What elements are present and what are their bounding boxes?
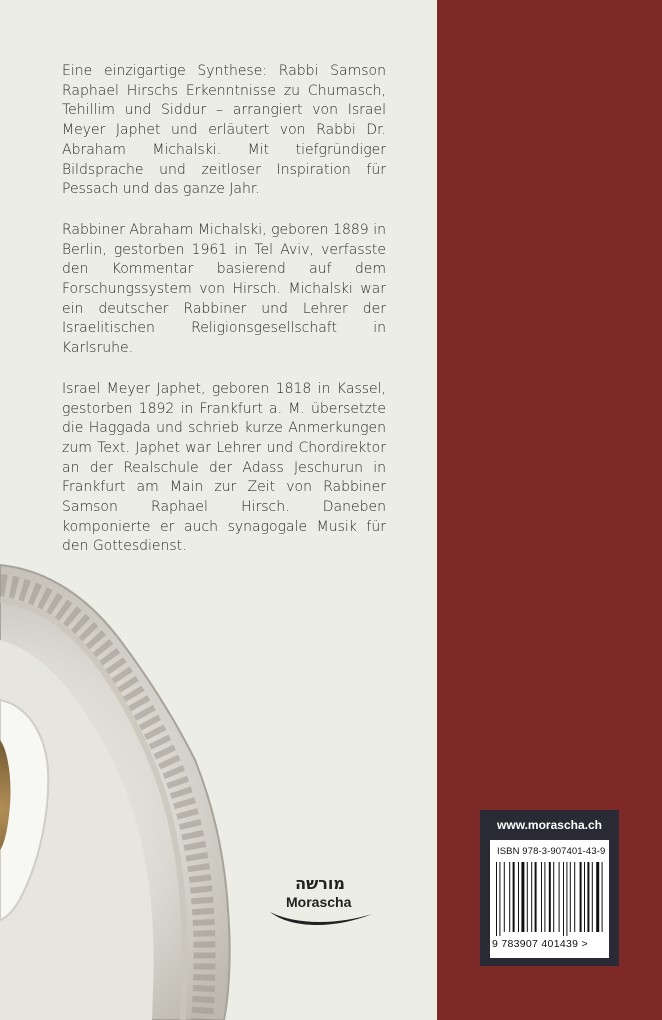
logo-swoosh-icon	[268, 874, 378, 934]
barcode-bar	[518, 862, 519, 932]
barcode-bar	[499, 862, 500, 936]
barcode-bar	[513, 862, 515, 932]
barcode-icon	[496, 862, 603, 936]
barcode-bar	[580, 862, 582, 932]
barcode-bar	[566, 862, 567, 936]
description-text	[62, 62, 386, 578]
barcode-bar	[602, 862, 603, 932]
barcode-bar	[574, 862, 575, 932]
barcode-bar	[596, 862, 599, 932]
barcode-bar	[570, 862, 571, 932]
publisher-latin-name: Moraschа	[286, 894, 352, 910]
barcode-bar	[584, 862, 585, 932]
paragraph-japhet-bio: Israel Meyer Japhet, geboren 1818 in Kassel, gestorben 1892 in Frankfurt a. M. übersetzte die Haggada und schrieb kurze Anmerkungen zum Text. Japhet war Lehrer und Chordirektor an der Realschule der Adass Jeschurun in Frankfurt am Main zur Zeit von Rabbiner Samson Raphael Hirsch. Daneben komponierte er auch synagogale Musik für den Gottesdienst.	[62, 380, 386, 555]
barcode-bar	[535, 862, 537, 932]
barcode-bar	[509, 862, 510, 932]
paragraph-synthesis: Eine einzigartige Synthese: Rabbi Samson Raphael Hirschs Erkenntnisse zu Chumasch, Tehillim und Siddur – arrangiert von Israel Meyer Japhet und erläutert von Rabbi Dr. Abraham Michalski. Mit tiefgründiger Bildsprache und zeitloser Inspiration für Pessach und das ganze Jahr.	[62, 63, 386, 198]
barcode-bar	[521, 862, 524, 932]
barcode-bar	[531, 862, 532, 932]
barcode-bar	[592, 862, 593, 932]
barcode-bar	[553, 862, 554, 932]
barcode-digits: 9 783907 401439 >	[492, 938, 588, 950]
barcode-box	[490, 840, 609, 958]
paragraph-michalski-bio: Rabbiner Abraham Michalski, geboren 1889 in Berlin, gestorben 1961 in Tel Aviv, verfasste den Kommentar basierend auf dem Forschungssystem von Hirsch. Michalski war ein deutscher Rabbiner und Lehrer der Israelitischen Religionsgesellschaft in Karlsruhe.	[62, 221, 386, 357]
barcode-bar	[559, 862, 560, 932]
barcode-bar	[549, 862, 551, 932]
barcode-bar	[527, 862, 528, 932]
publisher-hebrew-name: מורשה	[295, 874, 345, 893]
barcode-bar	[587, 862, 589, 932]
barcode-bar	[541, 862, 542, 932]
isbn-panel	[480, 810, 619, 966]
barcode-bar	[496, 862, 497, 936]
barcode-bar	[544, 862, 545, 932]
isbn-number: ISBN 978-3-907401-43-9	[497, 846, 606, 857]
publisher-logo	[268, 874, 378, 934]
publisher-website: www.morascha.ch	[497, 818, 602, 832]
barcode-bar	[563, 862, 564, 936]
barcode-bar	[504, 862, 505, 932]
